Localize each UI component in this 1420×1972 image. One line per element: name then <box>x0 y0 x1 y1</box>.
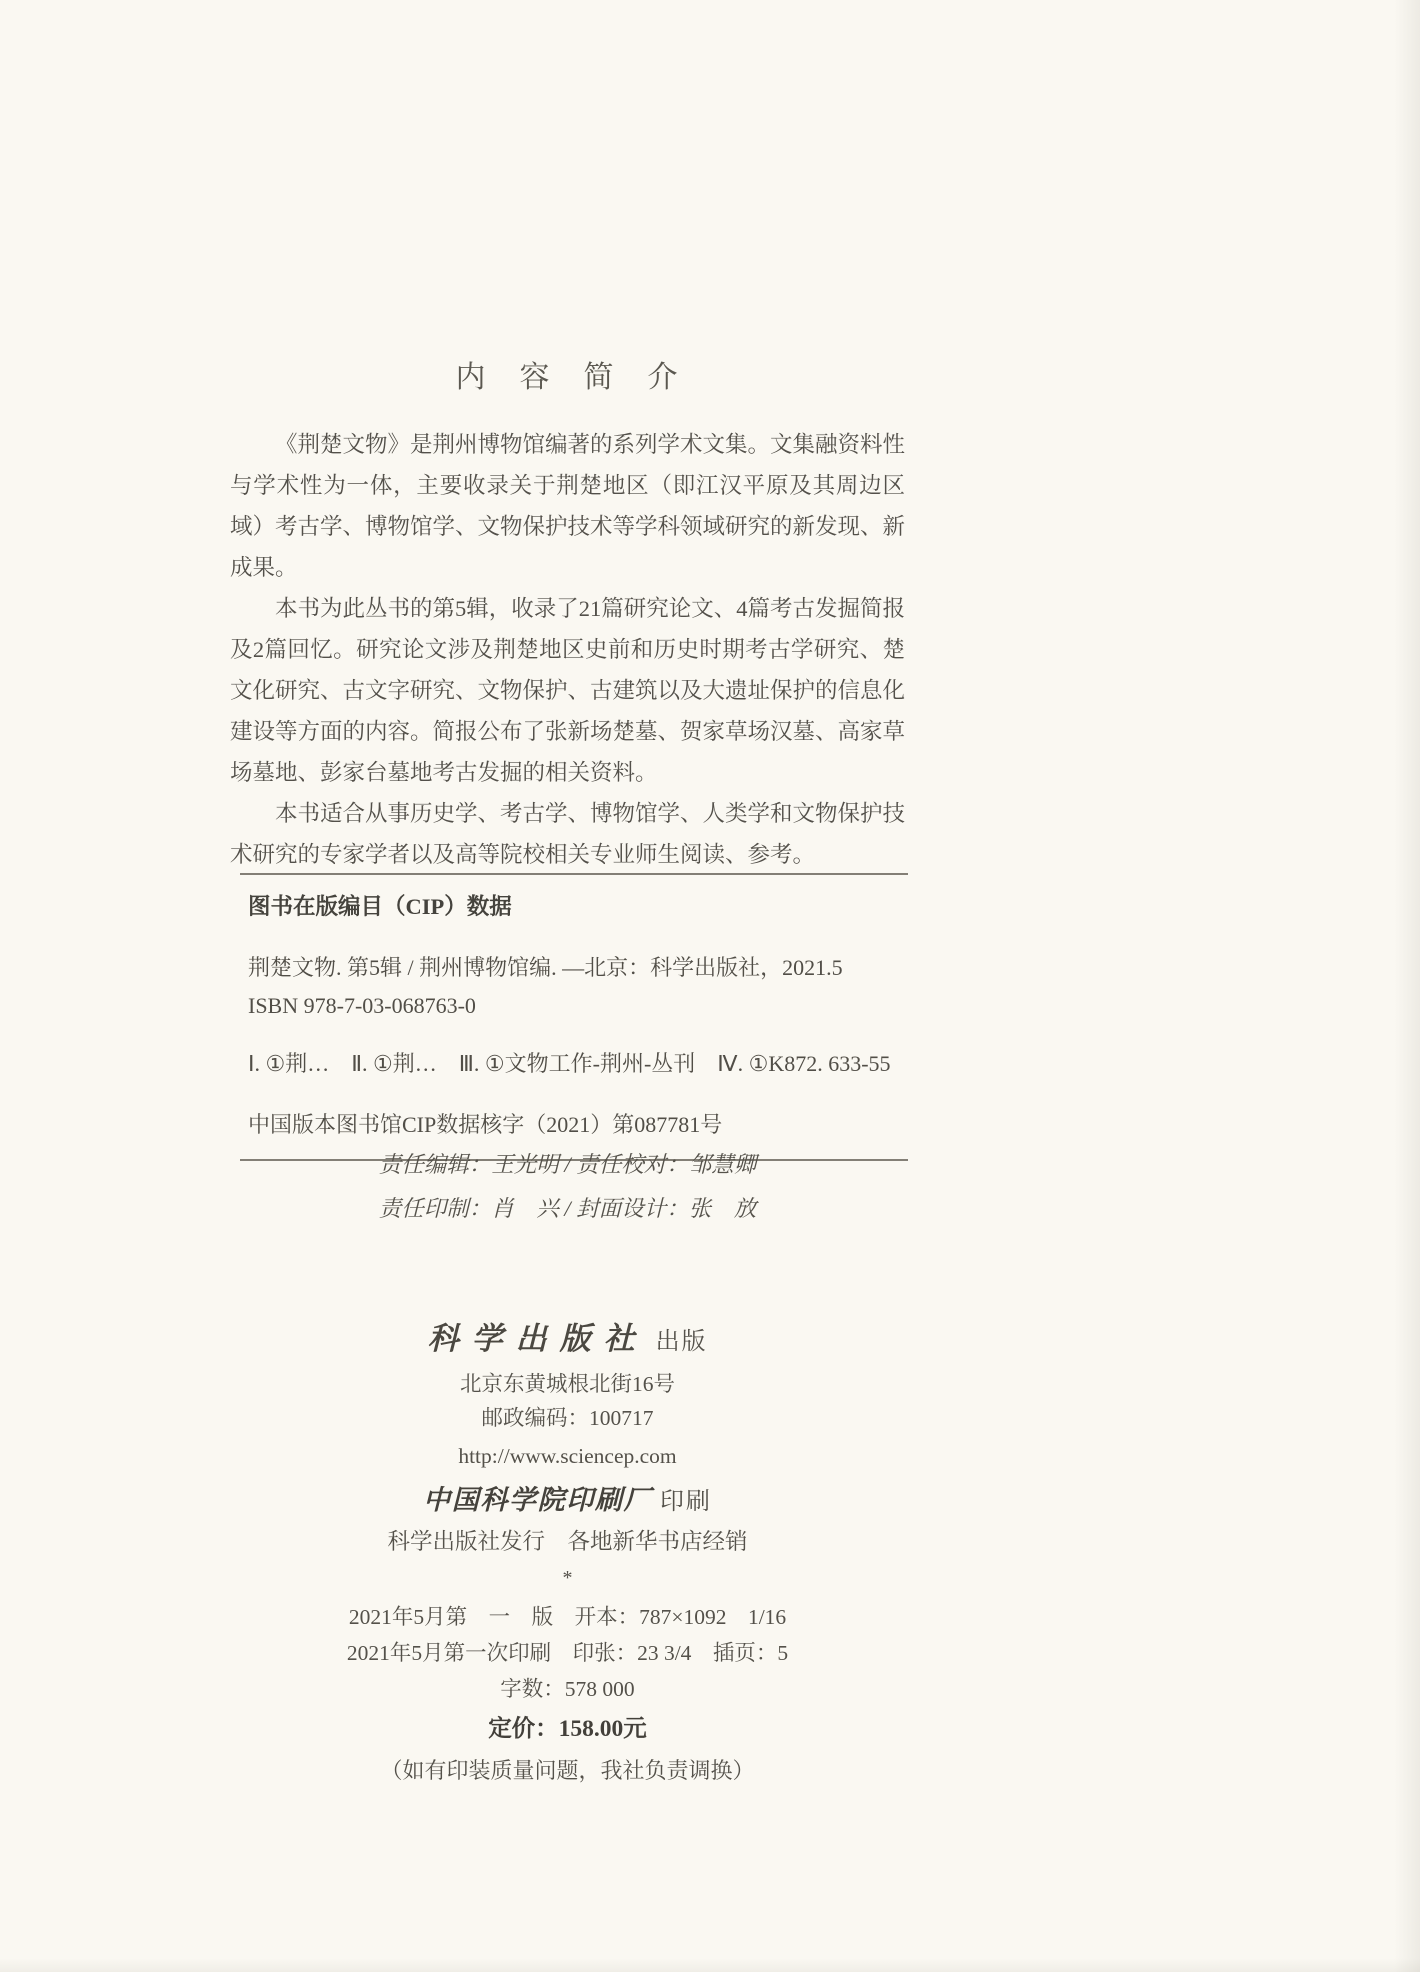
publisher-address: 北京东黄城根北街16号 <box>459 1372 675 1396</box>
cip-heading: 图书在版编目（CIP）数据 <box>248 894 512 919</box>
printing-line: 2021年5月第一次印刷 印张：23 3/4 插页：5 <box>346 1641 789 1665</box>
price-line: 定价：158.00元 <box>488 1716 647 1742</box>
publisher-website: http://www.sciencep.com <box>458 1444 677 1468</box>
page-title: 内 容 简 介 <box>455 361 680 394</box>
cip-record-number-line: 中国版本图书馆CIP数据核字（2021）第087781号 <box>248 1112 723 1137</box>
printer-line <box>230 1482 905 1520</box>
page-edge-shadow-bottom <box>0 1958 1420 1972</box>
isbn-line: ISBN 978-7-03-068763-0 <box>248 993 476 1018</box>
cip-entry-line: 荆楚文物. 第5辑 / 荆州博物馆编. —北京：科学出版社，2021.5 <box>248 955 843 980</box>
intro-paragraph: 本书适合从事历史学、考古学、博物馆学、人类学和文物保护技术研究的专家学者以及高等院校相关专业师生阅读、参考。 <box>230 801 906 867</box>
publisher-name-line <box>230 1320 905 1361</box>
staff-credits <box>230 1150 905 1238</box>
publisher-name-calligraphy: 科学出版社 <box>427 1321 648 1356</box>
cip-classification-line: Ⅰ. ①荆… Ⅱ. ①荆… Ⅲ. ①文物工作-荆州-丛刊 Ⅳ. ①K872. 633-55 <box>248 1051 891 1076</box>
publisher-imprint-block <box>230 1318 905 1786</box>
publisher-postcode: 邮政编码：100717 <box>481 1406 654 1430</box>
printer-suffix: 印刷 <box>652 1489 712 1515</box>
printer-name-calligraphy: 中国科学院印刷厂 <box>423 1485 653 1515</box>
separator-asterisk: * <box>562 1567 573 1589</box>
credits-print-design-line: 责任印制：肖 兴 / 封面设计：张 放 <box>378 1196 757 1221</box>
quality-note-line: （如有印装质量问题，我社负责调换） <box>380 1758 755 1783</box>
intro-paragraph: 本书为此丛书的第5辑，收录了21篇研究论文、4篇考古发掘简报及2篇回忆。研究论文涉及荆楚地区史前和历史时期考古学研究、楚文化研究、古文字研究、文物保护、古建筑以及大遗址保护的信息化建设等方面的内容。简报公布了张新场楚墓、贺家草场汉墓、高家草场墓地、彭家台墓地考古发掘的相关资料。 <box>230 596 906 785</box>
credits-editors-line: 责任编辑：王光明 / 责任校对：邹慧卿 <box>378 1152 757 1177</box>
page-edge-shadow-right <box>1394 0 1420 1972</box>
publish-suffix: 出版 <box>647 1329 708 1355</box>
cip-data-box <box>240 873 908 1161</box>
content-introduction <box>230 424 905 875</box>
edition-line: 2021年5月第 一 版 开本：787×1092 1/16 <box>348 1605 787 1629</box>
intro-paragraph: 《荆楚文物》是荆州博物馆编著的系列学术文集。文集融资料性与学术性为一体，主要收录关于荆楚地区（即江汉平原及其周边区域）考古学、博物馆学、文物保护技术等学科领域研究的新发现、新成果。 <box>230 432 906 580</box>
word-count-line: 字数：578 000 <box>500 1677 635 1701</box>
distribution-line: 科学出版社发行 各地新华书店经销 <box>387 1529 748 1554</box>
